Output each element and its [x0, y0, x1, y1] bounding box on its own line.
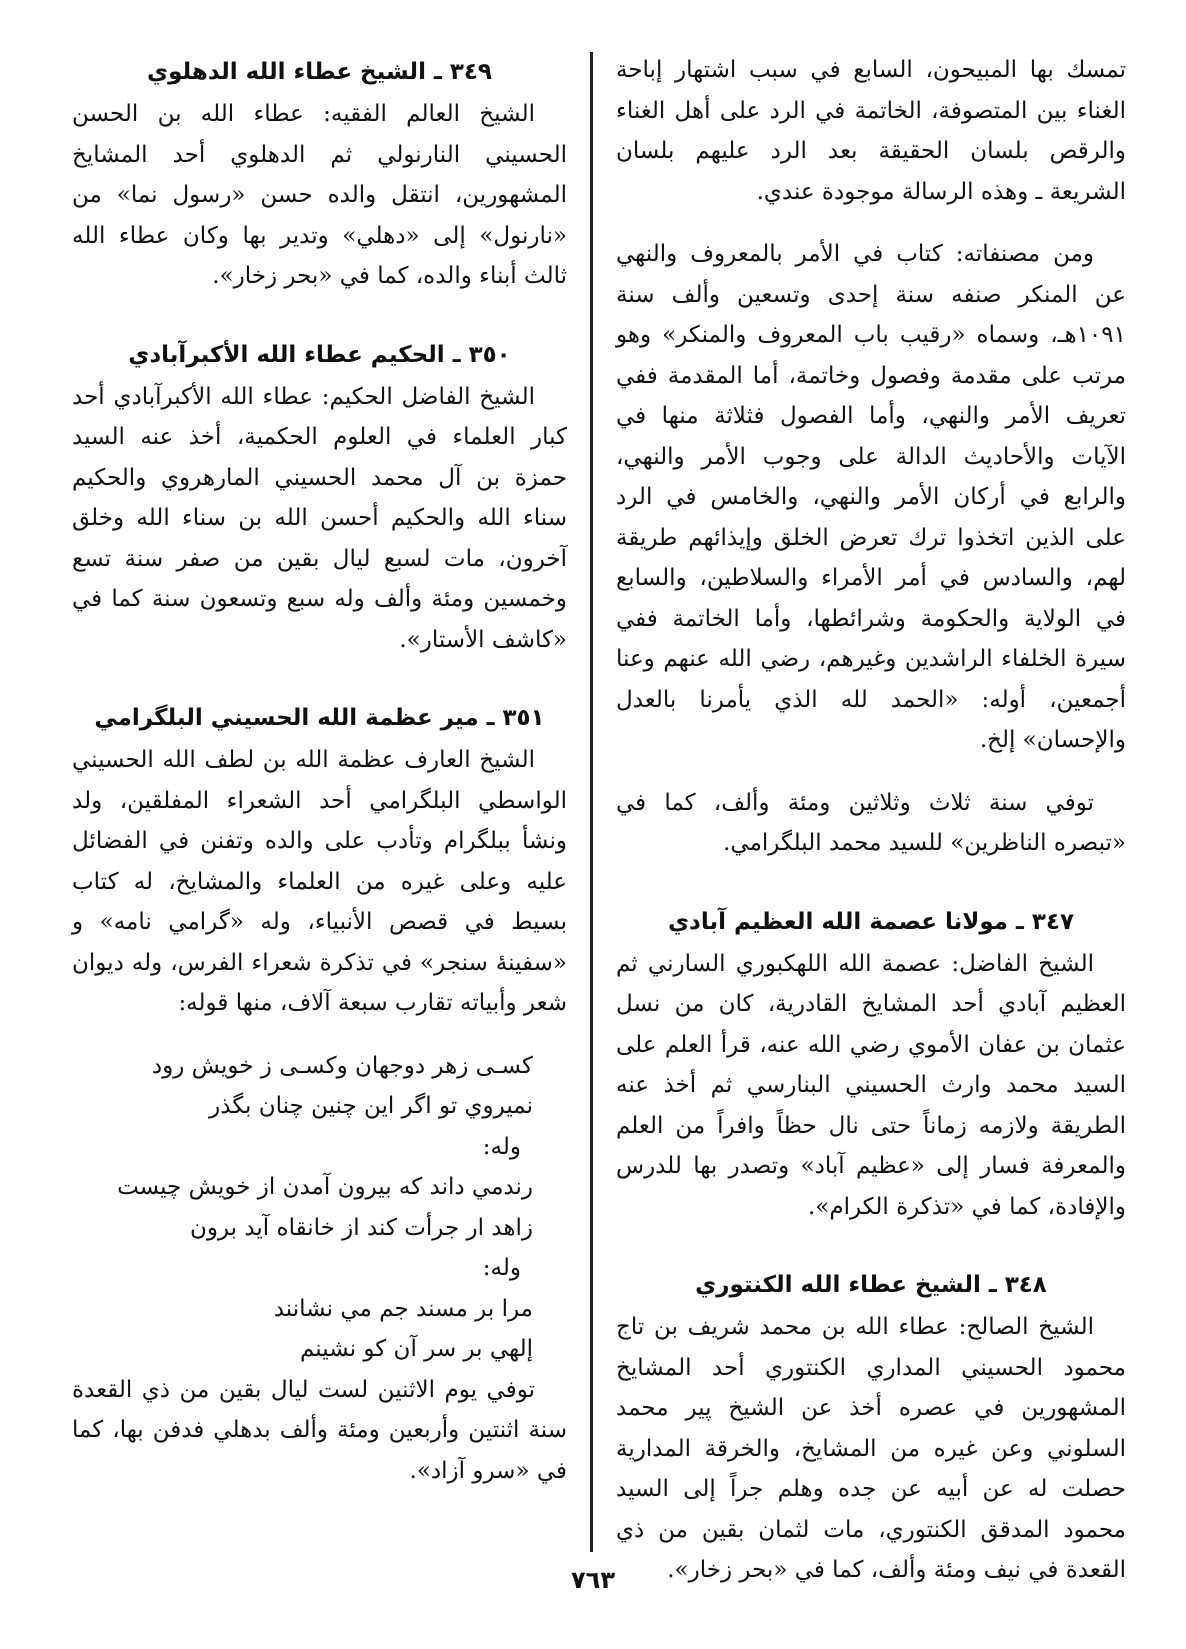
entry-350-heading: ٣٥٠ ـ الحكيم عطاء الله الأكبرآبادي [128, 341, 511, 368]
entry-351-closing: توفي يوم الاثنين لست ليال بقين من ذي القعدة سنة اثنتين وأربعين ومئة وألف بدهلي فدفن بها، كما في «سرو آزاد». [72, 1376, 567, 1484]
right-column [616, 50, 1126, 1591]
entry-350-text: الشيخ الفاضل الحكيم: عطاء الله الأكبرآبادي أحد كبار العلماء في العلوم الحكمية، أخذ عنه السيد حمزة بن آل محمد الحسيني المارهروي والحكيم سناء الله والحكيم أحسن الله بن سناء الله وخلق آخرون، مات لسبع ليال بقين من صفر سنة تسع وخمسين ومئة وألف وله سبع وتسعون سنة كما في «كاشف الأستار». [72, 383, 567, 653]
column-divider [590, 52, 593, 1552]
entry-349-text: الشيخ العالم الفقيه: عطاء الله بن الحسن الحسيني النارنولي ثم الدهلوي أحد المشايخ المشهورين، انتقل والده حسن «رسول نما» من «نارنول» إلى «دهلي» وتدير بها وكان عطاء الله ثالث أبناء والده، كما في «بحر زخار». [72, 101, 567, 289]
entry-348-text: الشيخ الصالح: عطاء الله بن محمد شريف بن تاج محمود الحسيني المداري الكنتوري أحد المشايخ المشهورين في عصره أخذ عن الشيخ پير محمد السلوني وعن غيره من المشايخ، والخرقة المدارية حصلت له عن أبيه عن جده وهلم جراً إلى السيد محمود المدقق الكنتوري، مات لثمان بقين من ذي القعدة في نيف ومئة وألف، كما في «بحر زخار». [616, 1314, 1126, 1583]
intro-paragraph: تمسك بها المبيحون، السابع في سبب اشتهار إباحة الغناء بين المتصوفة، الخاتمة في الرد على أهل الغناء والرقص بلسان الحقيقة بعد الرد عليهم بلسان الشريعة ـ وهذه الرسالة موجودة عندي. [616, 57, 1126, 205]
verse-1-line-2: نميروي تو اگر اين چنين چنان بگذر [209, 1093, 533, 1119]
verse-3-line-1: مرا بر مسند جم مي نشانند [273, 1295, 533, 1322]
verse-2-line-1: رندمي داند كه بيرون آمدن از خويش چيست [117, 1174, 533, 1200]
entry-349-heading: ٣٤٩ ـ الشيخ عطاء الله الدهلوي [147, 59, 492, 85]
works-paragraph: ومن مصنفاته: كتاب في الأمر بالمعروف والنهي عن المنكر صنفه سنة إحدى وتسعين وألف سنة ١٠٩١هـ، وسماه «رقيب باب المعروف والمنكر» وهو مرتب على مقدمة وفصول وخاتمة، أما المقدمة ففي تعريف الأمر والنهي، وأما الفصول فثلاثة منها في الآيات والأحاديث الدالة على وجوب الأمر والنهي، والرابع في أركان الأمر والنهي، والخامس في الرد على الذين اتخذوا ترك تعرض الخلق وإيذائهم طريقة لهم، والسادس في أمر الأمراء والسلاطين، والسابع في الولاية والحكومة وشرائطها، وأما الخاتمة ففي سيرة الخلفاء الراشدين وغيرهم، رضي الله عنهم وعنا أجمعين، أوله: «الحمد لله الذي يأمرنا بالعدل والإحسان» إلخ. [616, 241, 1126, 753]
page-number: ٧٦٣ [571, 1566, 615, 1594]
entry-348-heading: ٣٤٨ ـ الشيخ عطاء الله الكنتوري [695, 1272, 1047, 1298]
left-column [72, 50, 567, 1491]
verse-3 [72, 1289, 567, 1370]
verse-2-line-2: زاهد ار جرأت كند از خانقاه آيد برون [189, 1214, 533, 1241]
verse-1 [72, 1046, 567, 1127]
verse-1-line-1: كسـى زهر دوجهان وكسـى ز خويش رود [151, 1052, 533, 1079]
wa-lahu-1: وله: [482, 1133, 521, 1160]
entry-351-heading: ٣٥١ ـ مير عظمة الله الحسيني البلگرامي [94, 705, 545, 731]
entry-351-text: الشيخ العارف عظمة الله بن لطف الله الحسيني الواسطي البلگرامي أحد الشعراء المفلقين، ولد ونشأ ببلگرام وتأدب على والده وتفنن في الفضائل عليه وعلى غيره من العلماء والمشايخ، له كتاب بسيط في قصص الأنبياء، وله «گرامي نامه» و «سفينهٔ سنجر» في تذكرة شعراء الفرس، وله ديوان شعر وأبياته تقارب سبعة آلاف، منها قوله: [72, 747, 567, 1016]
death-paragraph: توفي سنة ثلاث وثلاثين ومئة وألف، كما في «تبصره الناظرين» للسيد محمد البلگرامي. [616, 789, 1126, 856]
verse-3-line-2: إلهي بر سر آن كو نشينم [300, 1336, 533, 1362]
verse-2 [72, 1167, 567, 1248]
wa-lahu-2: وله: [482, 1255, 521, 1281]
entry-347-heading: ٣٤٧ ـ مولانا عصمة الله العظيم آبادي [667, 908, 1075, 935]
entry-347-text: الشيخ الفاضل: عصمة الله اللهكبوري السارني ثم العظيم آبادي أحد المشايخ القادرية، كان من نسل عثمان بن عفان الأموي رضي الله عنه، قرأ العلم على السيد محمد وارث الحسيني البنارسي ثم أخذ عنه الطريقة ولازمه زماناً حتى نال حظاً وافراً من العلم والمعرفة فسار إلى «عظيم آباد» وتصدر بها للدرس والإفادة، كما في «تذكرة الكرام». [616, 950, 1126, 1220]
